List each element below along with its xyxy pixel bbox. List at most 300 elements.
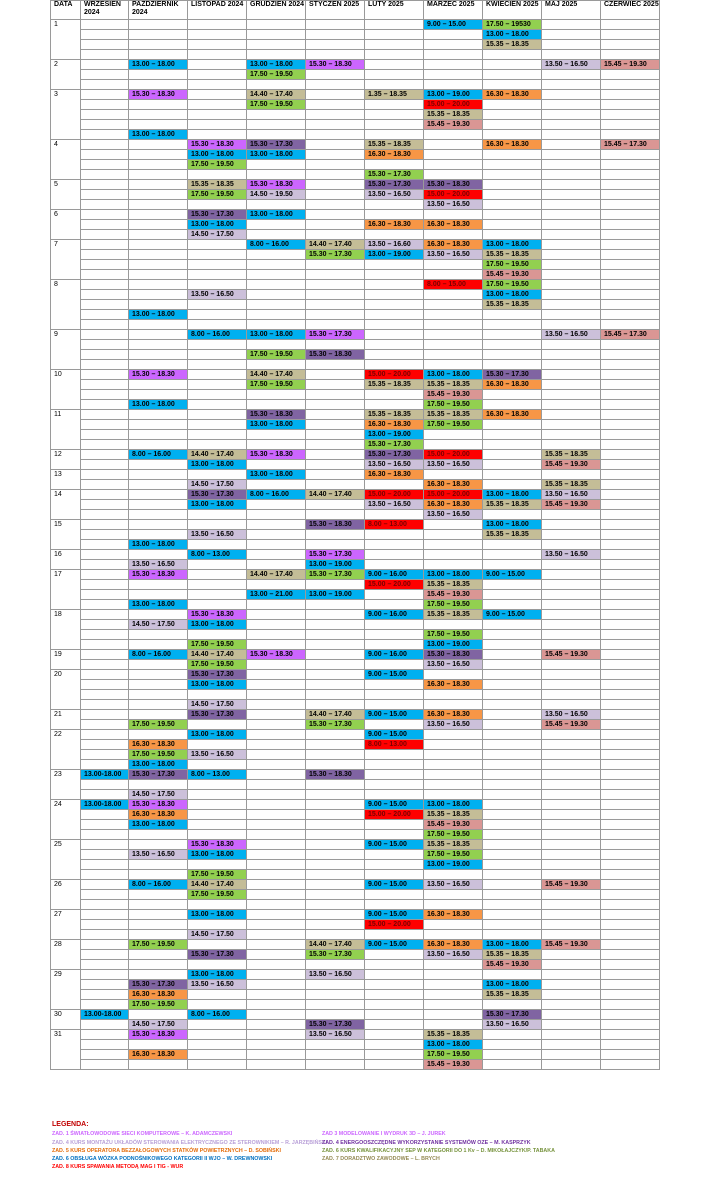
- empty-cell: [365, 300, 424, 310]
- empty-cell: [601, 40, 660, 50]
- empty-cell: [129, 530, 188, 540]
- empty-cell: [365, 980, 424, 990]
- empty-cell: [424, 540, 483, 550]
- session-cell: 15.45 – 19.30: [542, 940, 601, 950]
- empty-cell: [483, 830, 542, 840]
- session-cell: 15.30 – 18.30: [247, 450, 306, 460]
- empty-cell: [81, 710, 129, 720]
- empty-cell: [542, 580, 601, 590]
- empty-cell: [306, 730, 365, 740]
- empty-cell: [306, 120, 365, 130]
- empty-cell: [306, 1050, 365, 1060]
- empty-cell: [601, 900, 660, 910]
- session-cell: 13.50 – 16.50: [365, 460, 424, 470]
- table-row: [51, 890, 660, 900]
- empty-cell: [542, 920, 601, 930]
- session-cell: 15.30 – 17.30: [306, 1020, 365, 1030]
- empty-cell: [129, 700, 188, 710]
- empty-cell: [247, 830, 306, 840]
- session-cell: 8.00 – 16.00: [188, 1010, 247, 1020]
- session-cell: 13.00-18.00: [81, 1010, 129, 1020]
- empty-cell: [81, 690, 129, 700]
- empty-cell: [542, 640, 601, 650]
- empty-cell: [424, 260, 483, 270]
- session-cell: 15.45 – 19.30: [483, 270, 542, 280]
- table-row: [51, 50, 660, 60]
- empty-cell: [601, 790, 660, 800]
- session-cell: 15.45 – 19.30: [424, 820, 483, 830]
- empty-cell: [365, 550, 424, 560]
- empty-cell: [188, 1020, 247, 1030]
- empty-cell: [129, 280, 188, 290]
- empty-cell: [542, 830, 601, 840]
- empty-cell: [542, 700, 601, 710]
- empty-cell: [601, 810, 660, 820]
- legend-item: ZAD. 4 KURS MONTAŻU UKŁADÓW STEROWANIA ELEKTRYCZNEGO ZE STEROWNIKIEM – R. JARZĘBIŃSKI: [52, 1139, 328, 1146]
- empty-cell: [483, 220, 542, 230]
- header-month: CZERWIEC 2025: [601, 1, 660, 20]
- empty-cell: [542, 930, 601, 940]
- empty-cell: [306, 780, 365, 790]
- empty-cell: [306, 540, 365, 550]
- empty-cell: [306, 420, 365, 430]
- empty-cell: [188, 240, 247, 250]
- session-cell: 14.50 – 17.50: [188, 480, 247, 490]
- empty-cell: [483, 390, 542, 400]
- empty-cell: [542, 230, 601, 240]
- session-cell: 13.00 – 18.00: [188, 220, 247, 230]
- empty-cell: [601, 100, 660, 110]
- day-number: 8: [51, 280, 81, 330]
- session-cell: 17.50 – 19.50: [129, 1000, 188, 1010]
- empty-cell: [129, 290, 188, 300]
- session-cell: 15.00 – 20.00: [365, 490, 424, 500]
- table-row: [51, 1010, 660, 1020]
- table-row: [51, 260, 660, 270]
- empty-cell: [129, 640, 188, 650]
- session-cell: 16.30 – 18.30: [424, 240, 483, 250]
- empty-cell: [601, 760, 660, 770]
- session-cell: 16.30 – 18.30: [365, 470, 424, 480]
- table-row: [51, 270, 660, 280]
- session-cell: 13.00 – 19.00: [424, 90, 483, 100]
- empty-cell: [483, 1030, 542, 1040]
- session-cell: 9.00 – 15.00: [483, 610, 542, 620]
- empty-cell: [542, 40, 601, 50]
- empty-cell: [81, 570, 129, 580]
- table-row: [51, 20, 660, 30]
- session-cell: 13.00 – 18.00: [247, 60, 306, 70]
- session-cell: 15.30 – 18.30: [188, 840, 247, 850]
- empty-cell: [81, 530, 129, 540]
- empty-cell: [601, 590, 660, 600]
- empty-cell: [542, 960, 601, 970]
- empty-cell: [81, 140, 129, 150]
- empty-cell: [601, 440, 660, 450]
- session-cell: 8.00 – 13.00: [188, 770, 247, 780]
- empty-cell: [424, 960, 483, 970]
- empty-cell: [424, 270, 483, 280]
- empty-cell: [601, 730, 660, 740]
- empty-cell: [542, 30, 601, 40]
- empty-cell: [129, 780, 188, 790]
- session-cell: 15.30 – 17.30: [483, 1010, 542, 1020]
- table-row: [51, 310, 660, 320]
- empty-cell: [306, 600, 365, 610]
- empty-cell: [81, 380, 129, 390]
- empty-cell: [81, 90, 129, 100]
- session-cell: 9.00 – 15.00: [365, 910, 424, 920]
- session-cell: 15.35 – 18.35: [483, 950, 542, 960]
- table-row: [51, 950, 660, 960]
- table-row: [51, 810, 660, 820]
- session-cell: 15.00 – 20.00: [365, 580, 424, 590]
- session-cell: 17.50 – 19.50: [247, 100, 306, 110]
- empty-cell: [424, 620, 483, 630]
- empty-cell: [247, 640, 306, 650]
- session-cell: 15.45 – 17.30: [601, 140, 660, 150]
- table-row: [51, 120, 660, 130]
- session-cell: 15.30 – 17.30: [188, 490, 247, 500]
- session-cell: 15.00 – 20.00: [424, 190, 483, 200]
- session-cell: 13.50 – 16.50: [306, 970, 365, 980]
- table-row: [51, 70, 660, 80]
- session-cell: 15.30 – 18.30: [424, 650, 483, 660]
- empty-cell: [483, 630, 542, 640]
- day-number: 1: [51, 20, 81, 60]
- empty-cell: [81, 560, 129, 570]
- session-cell: 15.35 – 18.35: [483, 530, 542, 540]
- empty-cell: [188, 60, 247, 70]
- empty-cell: [542, 610, 601, 620]
- table-row: [51, 610, 660, 620]
- empty-cell: [306, 480, 365, 490]
- session-cell: 17.50 – 19530: [483, 20, 542, 30]
- session-cell: 13.00 – 18.00: [129, 540, 188, 550]
- empty-cell: [542, 660, 601, 670]
- session-cell: 14.40 – 17.40: [306, 710, 365, 720]
- empty-cell: [81, 310, 129, 320]
- empty-cell: [129, 520, 188, 530]
- table-row: [51, 730, 660, 740]
- day-number: 23: [51, 770, 81, 800]
- empty-cell: [129, 120, 188, 130]
- empty-cell: [247, 1040, 306, 1050]
- empty-cell: [306, 220, 365, 230]
- empty-cell: [188, 510, 247, 520]
- empty-cell: [247, 480, 306, 490]
- empty-cell: [424, 890, 483, 900]
- empty-cell: [601, 520, 660, 530]
- empty-cell: [247, 520, 306, 530]
- header-month: LUTY 2025: [365, 1, 424, 20]
- table-row: [51, 920, 660, 930]
- session-cell: 15.30 – 18.30: [129, 800, 188, 810]
- table-row: [51, 470, 660, 480]
- empty-cell: [483, 320, 542, 330]
- empty-cell: [424, 770, 483, 780]
- empty-cell: [188, 560, 247, 570]
- empty-cell: [542, 1060, 601, 1070]
- session-cell: 16.30 – 18.30: [129, 1050, 188, 1060]
- empty-cell: [542, 790, 601, 800]
- empty-cell: [542, 600, 601, 610]
- empty-cell: [483, 970, 542, 980]
- empty-cell: [601, 220, 660, 230]
- empty-cell: [601, 90, 660, 100]
- empty-cell: [483, 200, 542, 210]
- empty-cell: [483, 730, 542, 740]
- empty-cell: [542, 400, 601, 410]
- empty-cell: [81, 750, 129, 760]
- empty-cell: [81, 880, 129, 890]
- empty-cell: [306, 620, 365, 630]
- session-cell: 15.35 – 18.35: [424, 580, 483, 590]
- table-row: [51, 1040, 660, 1050]
- empty-cell: [188, 70, 247, 80]
- empty-cell: [129, 610, 188, 620]
- empty-cell: [542, 140, 601, 150]
- empty-cell: [601, 700, 660, 710]
- table-row: [51, 100, 660, 110]
- empty-cell: [188, 120, 247, 130]
- table-row: [51, 180, 660, 190]
- empty-cell: [601, 240, 660, 250]
- empty-cell: [247, 920, 306, 930]
- empty-cell: [306, 580, 365, 590]
- empty-cell: [81, 870, 129, 880]
- empty-cell: [542, 470, 601, 480]
- empty-cell: [81, 190, 129, 200]
- empty-cell: [81, 330, 129, 340]
- empty-cell: [601, 1000, 660, 1010]
- session-cell: 14.40 – 17.40: [247, 370, 306, 380]
- session-cell: 14.40 – 17.40: [188, 650, 247, 660]
- empty-cell: [129, 100, 188, 110]
- empty-cell: [424, 130, 483, 140]
- empty-cell: [365, 390, 424, 400]
- session-cell: 15.30 – 18.30: [247, 410, 306, 420]
- empty-cell: [129, 510, 188, 520]
- session-cell: 15.45 – 19.30: [542, 460, 601, 470]
- empty-cell: [542, 1050, 601, 1060]
- table-row: [51, 880, 660, 890]
- session-cell: 15.30 – 17.30: [129, 980, 188, 990]
- table-row: [51, 1000, 660, 1010]
- empty-cell: [483, 800, 542, 810]
- empty-cell: [424, 980, 483, 990]
- empty-cell: [424, 790, 483, 800]
- empty-cell: [129, 460, 188, 470]
- session-cell: 15.30 – 18.30: [188, 140, 247, 150]
- session-cell: 15.00 – 20.00: [424, 450, 483, 460]
- empty-cell: [542, 150, 601, 160]
- empty-cell: [188, 470, 247, 480]
- empty-cell: [81, 270, 129, 280]
- empty-cell: [247, 400, 306, 410]
- empty-cell: [424, 290, 483, 300]
- empty-cell: [306, 310, 365, 320]
- empty-cell: [483, 900, 542, 910]
- session-cell: 13.00-18.00: [81, 770, 129, 780]
- empty-cell: [542, 340, 601, 350]
- empty-cell: [365, 900, 424, 910]
- empty-cell: [306, 660, 365, 670]
- day-number: 3: [51, 90, 81, 140]
- empty-cell: [81, 670, 129, 680]
- table-row: [51, 110, 660, 120]
- session-cell: 13.00 – 18.00: [483, 30, 542, 40]
- empty-cell: [424, 160, 483, 170]
- empty-cell: [365, 230, 424, 240]
- empty-cell: [81, 780, 129, 790]
- empty-cell: [601, 410, 660, 420]
- empty-cell: [365, 870, 424, 880]
- empty-cell: [306, 990, 365, 1000]
- empty-cell: [247, 310, 306, 320]
- session-cell: 13.50 – 16.50: [424, 510, 483, 520]
- session-cell: 13.00 – 18.00: [483, 490, 542, 500]
- empty-cell: [247, 110, 306, 120]
- empty-cell: [129, 50, 188, 60]
- empty-cell: [601, 630, 660, 640]
- table-row: [51, 300, 660, 310]
- empty-cell: [247, 840, 306, 850]
- session-cell: 15.35 – 18.35: [483, 300, 542, 310]
- table-row: [51, 750, 660, 760]
- empty-cell: [483, 510, 542, 520]
- empty-cell: [247, 610, 306, 620]
- empty-cell: [483, 650, 542, 660]
- session-cell: 16.30 – 18.30: [483, 380, 542, 390]
- session-cell: 13.00 – 18.00: [129, 600, 188, 610]
- session-cell: 13.50 – 16.50: [129, 560, 188, 570]
- day-number: 6: [51, 210, 81, 240]
- empty-cell: [81, 410, 129, 420]
- empty-cell: [483, 580, 542, 590]
- empty-cell: [247, 720, 306, 730]
- empty-cell: [129, 260, 188, 270]
- table-row: [51, 210, 660, 220]
- session-cell: 17.50 – 19.50: [424, 420, 483, 430]
- session-cell: 8.00 – 16.00: [129, 650, 188, 660]
- session-cell: 15.35 – 18.35: [483, 250, 542, 260]
- empty-cell: [81, 810, 129, 820]
- empty-cell: [483, 640, 542, 650]
- empty-cell: [424, 230, 483, 240]
- table-row: [51, 820, 660, 830]
- session-cell: 13.00 – 18.00: [483, 520, 542, 530]
- empty-cell: [81, 320, 129, 330]
- empty-cell: [365, 270, 424, 280]
- session-cell: 15.30 – 18.30: [306, 520, 365, 530]
- empty-cell: [188, 820, 247, 830]
- empty-cell: [306, 290, 365, 300]
- empty-cell: [81, 490, 129, 500]
- session-cell: 14.50 – 17.50: [129, 1020, 188, 1030]
- empty-cell: [542, 370, 601, 380]
- table-row: [51, 40, 660, 50]
- empty-cell: [188, 600, 247, 610]
- session-cell: 17.50 – 19.50: [188, 190, 247, 200]
- empty-cell: [483, 100, 542, 110]
- session-cell: 15.35 – 18.35: [424, 380, 483, 390]
- empty-cell: [129, 870, 188, 880]
- session-cell: 14.40 – 17.40: [306, 240, 365, 250]
- empty-cell: [306, 840, 365, 850]
- empty-cell: [601, 770, 660, 780]
- empty-cell: [247, 510, 306, 520]
- empty-cell: [129, 350, 188, 360]
- empty-cell: [542, 120, 601, 130]
- empty-cell: [306, 40, 365, 50]
- empty-cell: [306, 80, 365, 90]
- empty-cell: [81, 390, 129, 400]
- empty-cell: [365, 350, 424, 360]
- session-cell: 13.00 – 18.00: [188, 850, 247, 860]
- empty-cell: [483, 360, 542, 370]
- empty-cell: [129, 1010, 188, 1020]
- empty-cell: [247, 670, 306, 680]
- empty-cell: [306, 800, 365, 810]
- empty-cell: [424, 340, 483, 350]
- empty-cell: [129, 80, 188, 90]
- empty-cell: [306, 650, 365, 660]
- empty-cell: [542, 240, 601, 250]
- empty-cell: [81, 240, 129, 250]
- empty-cell: [483, 1000, 542, 1010]
- session-cell: 13.00 – 19.00: [424, 860, 483, 870]
- empty-cell: [129, 150, 188, 160]
- session-cell: 15.35 – 18.35: [424, 610, 483, 620]
- empty-cell: [81, 660, 129, 670]
- table-row: [51, 650, 660, 660]
- empty-cell: [247, 290, 306, 300]
- session-cell: 13.00 – 18.00: [188, 730, 247, 740]
- session-cell: 15.00 – 20.00: [365, 920, 424, 930]
- empty-cell: [542, 100, 601, 110]
- empty-cell: [247, 960, 306, 970]
- empty-cell: [81, 290, 129, 300]
- empty-cell: [483, 930, 542, 940]
- empty-cell: [247, 820, 306, 830]
- empty-cell: [365, 290, 424, 300]
- session-cell: 16.30 – 18.30: [483, 140, 542, 150]
- session-cell: 15.30 – 17.30: [247, 140, 306, 150]
- session-cell: 14.50 – 17.50: [129, 790, 188, 800]
- empty-cell: [247, 270, 306, 280]
- empty-cell: [306, 140, 365, 150]
- empty-cell: [542, 180, 601, 190]
- empty-cell: [483, 700, 542, 710]
- session-cell: 8.00 – 16.00: [129, 450, 188, 460]
- empty-cell: [247, 850, 306, 860]
- empty-cell: [247, 200, 306, 210]
- session-cell: 16.30 – 18.30: [483, 90, 542, 100]
- empty-cell: [424, 330, 483, 340]
- empty-cell: [306, 1060, 365, 1070]
- empty-cell: [81, 360, 129, 370]
- table-row: [51, 510, 660, 520]
- day-number: 31: [51, 1030, 81, 1070]
- empty-cell: [247, 630, 306, 640]
- session-cell: 15.45 – 19.30: [542, 650, 601, 660]
- session-cell: 15.45 – 19.30: [424, 1060, 483, 1070]
- legend: [52, 1121, 692, 1172]
- empty-cell: [188, 570, 247, 580]
- empty-cell: [601, 30, 660, 40]
- session-cell: 15.30 – 17.30: [306, 330, 365, 340]
